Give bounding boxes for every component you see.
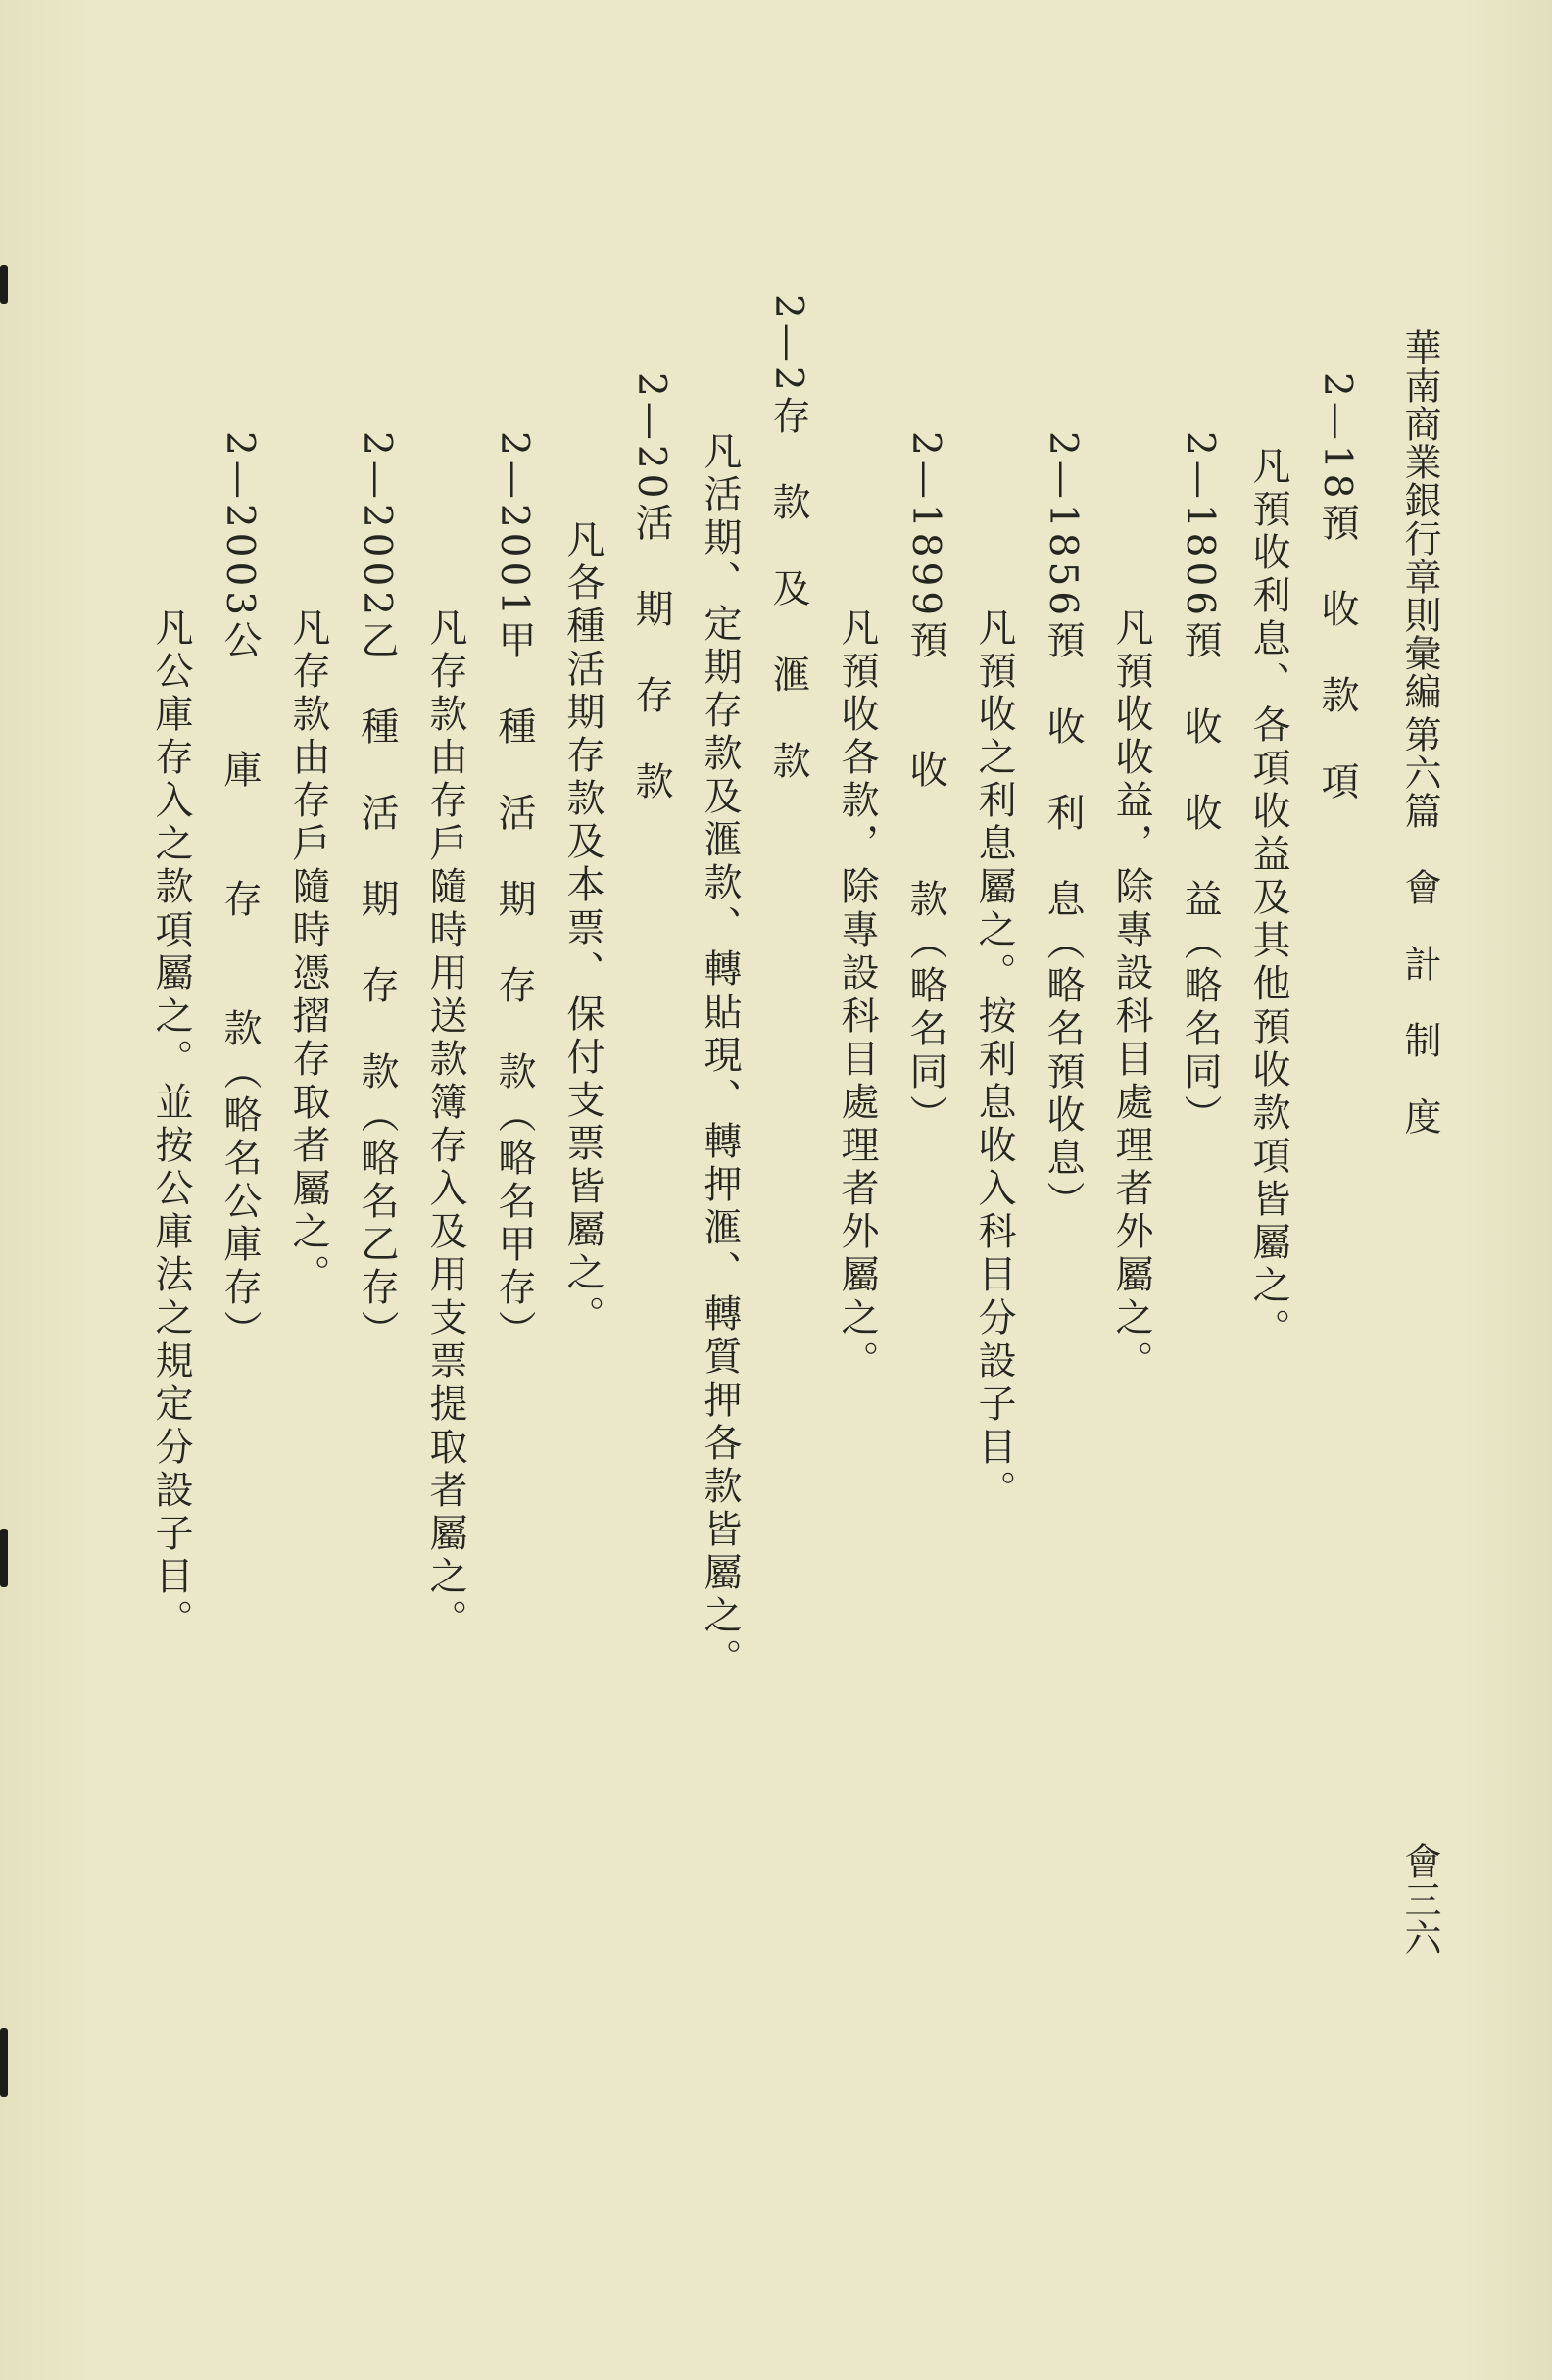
account-heading: 2—2003公 庫 存 款（略名公庫存） [218, 431, 262, 1354]
account-description: 凡預收利息、各項收益及其他預收款項皆屬之。 [1246, 446, 1290, 1351]
account-description: 凡預收收益，除專設科目處理者外屬之。 [1109, 607, 1153, 1384]
account-heading: 2—2001甲 種 活 期 存 款（略名甲存） [492, 431, 536, 1354]
account-heading: 2—20活 期 存 款 [629, 372, 673, 805]
account-heading: 2—1806預 收 收 益（略名同） [1178, 431, 1222, 1139]
account-heading: 2—18預 收 款 項 [1315, 372, 1359, 805]
account-heading: 2—2存 款 及 滙 款 [766, 294, 810, 784]
running-header-title: 華南商業銀行章則彙編 [1398, 328, 1441, 710]
account-heading: 2—2002乙 種 活 期 存 款（略名乙存） [355, 431, 399, 1354]
account-heading: 2—1856預 收 利 息（略名預收息） [1041, 431, 1085, 1225]
page-number: 會三六 [1398, 1842, 1441, 1957]
account-description: 凡預收之利息屬之。按利息收入科目分設子目。 [972, 607, 1016, 1513]
account-description: 凡公庫存入之款項屬之。並按公庫法之規定分設子目。 [149, 607, 193, 1642]
running-header-chapter: 第六篇 會 計 制 度 [1398, 715, 1441, 1136]
account-description: 凡活期、定期存款及滙款、轉貼現、轉押滙、轉質押各款皆屬之。 [698, 431, 742, 1681]
account-description: 凡存款由存戶隨時用送款簿存入及用支票提取者屬之。 [423, 607, 467, 1642]
binding-mark [0, 1529, 8, 1587]
binding-mark [0, 265, 8, 304]
account-description: 凡存款由存戶隨時憑摺存取者屬之。 [286, 607, 330, 1297]
binding-mark [0, 2028, 8, 2097]
account-description: 凡預收各款，除專設科目處理者外屬之。 [835, 607, 879, 1384]
account-description: 凡各種活期存款及本票、保付支票皆屬之。 [560, 519, 605, 1338]
account-heading: 2—1899預 收 款（略名同） [903, 431, 947, 1139]
